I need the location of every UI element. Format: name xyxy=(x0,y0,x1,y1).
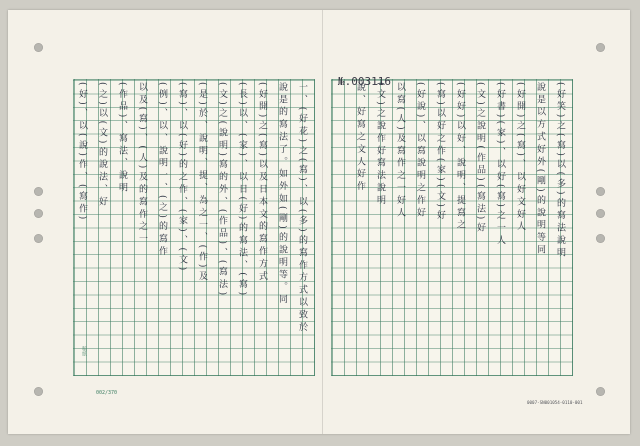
manuscript-column: (文)之說作好寫法說明 xyxy=(375,82,385,208)
manuscript-column: (文)之(說明)寫的外、(作品)、(寫法) xyxy=(217,82,227,299)
manuscript-column: 以寫(人)及寫作之一好人 xyxy=(395,82,405,220)
center-fold xyxy=(322,10,323,434)
manuscript-column: 說、好寫之文人好作 xyxy=(355,82,365,194)
serial-number: №.003116 xyxy=(338,75,391,88)
manuscript-column: (長)以、(家)、以日(好)的寫法、(寫) xyxy=(237,82,247,299)
manuscript-column: (例)、以、說明一、(之)的寫作 xyxy=(157,82,167,259)
binding-hole xyxy=(34,234,43,243)
manuscript-column: (寫)以好之作(家)(文)好 xyxy=(435,82,445,223)
binding-hole xyxy=(34,209,43,218)
manuscript-column: (好說)、以寫說明之作好 xyxy=(415,82,425,220)
manuscript-column: (文)之說明(作品)(寫法)好 xyxy=(475,82,485,236)
manuscript-column: (好開)之(寫)以及日本文的寫作方式 xyxy=(257,82,267,284)
manuscript-column: (寫)、以(好)的之作、(家)、(文) xyxy=(177,82,187,274)
manuscript-column: (好好)以好、說明、提寫之 xyxy=(455,82,465,233)
page-code: 002/370 xyxy=(96,390,118,396)
manuscript-column: 以及(寫)、(人)及的寫作之一 xyxy=(137,82,147,247)
manuscript-column: (好)、以(說)作、(寫作) xyxy=(77,82,87,223)
manuscript-column: (之)以(文)的說法、好 xyxy=(97,82,107,209)
binding-hole xyxy=(596,234,605,243)
binding-hole xyxy=(34,387,43,396)
manuscript-column: (好開)之(寫)、以好文好人 xyxy=(515,82,525,234)
paper-stamp: 稿紙 xyxy=(81,346,87,356)
manuscript-column: (是)於、說明、提、為之一、(作)及 xyxy=(197,82,207,284)
binding-hole xyxy=(596,209,605,218)
binding-hole xyxy=(596,387,605,396)
binding-hole xyxy=(34,187,43,196)
binding-hole xyxy=(596,187,605,196)
manuscript-column: (好書)(家)、以好(寫)之一人 xyxy=(495,82,505,248)
manuscript-column: 一、(好花)之(寫)、以(多)的寫作方式以致於 xyxy=(297,82,307,335)
manuscript-column: (好笑)之(寫)以(多)的寫法說明 xyxy=(555,82,565,260)
manuscript-column: 說是以方式好外(剛)的說明等同 xyxy=(535,82,545,258)
binding-hole xyxy=(34,43,43,52)
manuscript-column: (作品)、寫法、說明 xyxy=(117,82,127,196)
binding-hole xyxy=(596,43,605,52)
manuscript-column: 說是的寫法了。如外如(剛)的說明等。同 xyxy=(277,82,287,307)
catalog-tag: 0007-SN001054-0110-001 xyxy=(527,400,583,405)
